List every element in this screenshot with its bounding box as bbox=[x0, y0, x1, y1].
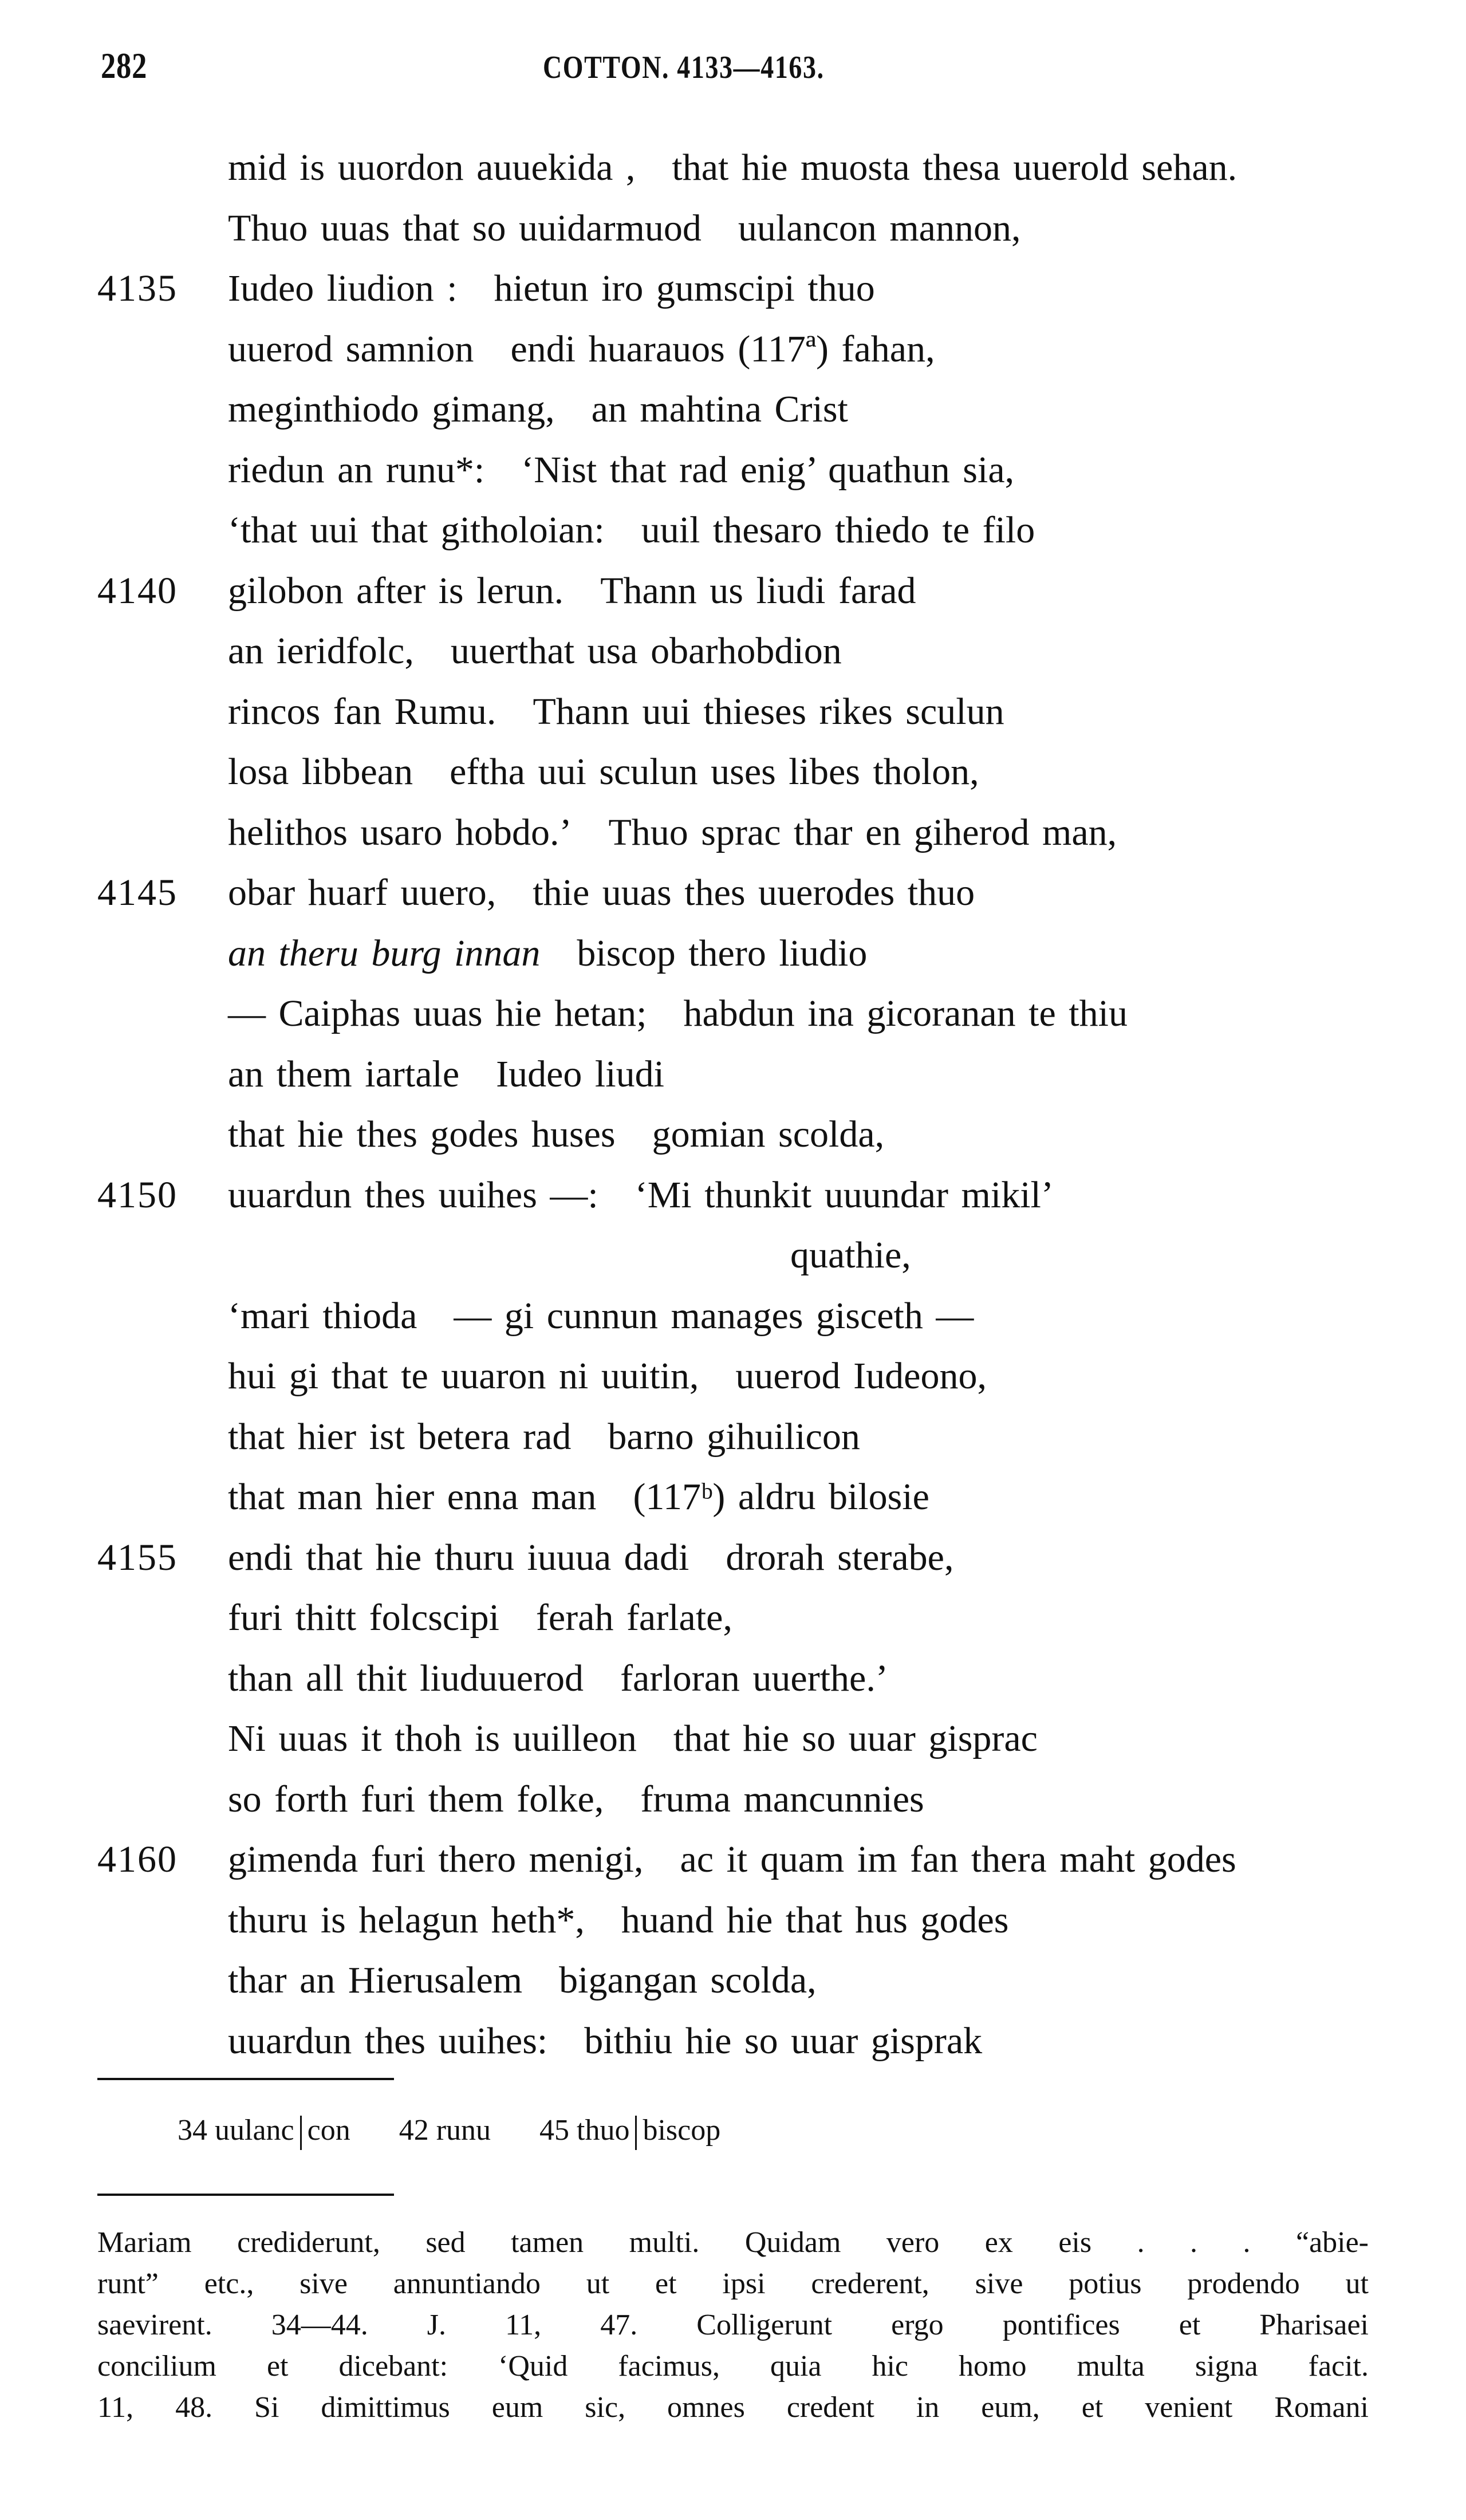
variant-reading: thuo bbox=[577, 2114, 630, 2147]
first-half-line: uuerod samnion bbox=[228, 328, 474, 370]
second-half-line: endi huarauos (117ª) fahan, bbox=[510, 328, 935, 370]
second-half-line: Thuo sprac thar en giherod man, bbox=[608, 811, 1117, 853]
verse-text bbox=[228, 1708, 1038, 1769]
second-half-line: ‘Mi thunkit uuundar mikil’ bbox=[635, 1174, 1054, 1216]
verse-text bbox=[228, 1346, 987, 1407]
variant-line-number: 34 bbox=[178, 2114, 207, 2147]
verse-text bbox=[228, 1950, 817, 2011]
variant-item bbox=[399, 2114, 498, 2147]
verse-line bbox=[0, 561, 1466, 621]
first-half-line: so forth furi them folke, bbox=[228, 1778, 604, 1820]
verse-text bbox=[228, 1890, 1008, 1951]
second-half-line: ‘Nist that rad enig’ quathun sia, bbox=[521, 448, 1015, 491]
verse-text bbox=[228, 1407, 860, 1467]
first-half-line: mid is uuordon auuekida , bbox=[228, 147, 636, 188]
verse-line bbox=[0, 500, 1466, 561]
first-half-line: that hier ist betera rad bbox=[228, 1415, 572, 1458]
commentary-line: concilium et dicebant: ‘Quid facimus, quia hic homo multa signa facit. bbox=[97, 2350, 1369, 2383]
verse-text bbox=[228, 1104, 884, 1165]
footnote-rule-top bbox=[97, 2078, 394, 2080]
first-half-line: Iudeo liudion : bbox=[228, 267, 458, 309]
second-half-line: bithiu hie so uuar gisprak bbox=[584, 2019, 983, 2062]
verse-text bbox=[228, 682, 1004, 742]
verse-line bbox=[0, 1527, 1466, 1588]
verse-line bbox=[0, 863, 1466, 923]
variant-reading: biscop bbox=[643, 2114, 721, 2147]
verse-line bbox=[0, 440, 1466, 501]
second-half-line: that hie muosta thesa uuerold sehan. bbox=[672, 147, 1238, 188]
verse-line bbox=[0, 802, 1466, 863]
verse-text bbox=[228, 379, 848, 440]
verse-line bbox=[0, 923, 1466, 984]
variant-item bbox=[178, 2114, 358, 2147]
second-half-line: biscop thero liudio bbox=[577, 932, 868, 974]
verse-text bbox=[228, 440, 1014, 501]
second-half-line: uulancon mannon, bbox=[738, 207, 1021, 249]
verse-line bbox=[0, 1286, 1466, 1346]
verse-line bbox=[0, 1346, 1466, 1407]
line-number: 4135 bbox=[97, 267, 178, 309]
verse-line bbox=[0, 621, 1466, 682]
line-number: 4145 bbox=[97, 872, 178, 914]
variant-reading: runu bbox=[436, 2114, 491, 2147]
verse-line bbox=[0, 1708, 1466, 1769]
verse-line bbox=[0, 1165, 1466, 1226]
first-half-line: obar huarf uuero, bbox=[228, 872, 496, 914]
variant-line-number: 42 bbox=[399, 2114, 429, 2147]
textual-variants bbox=[178, 2108, 762, 2153]
verse-text bbox=[228, 1527, 953, 1588]
first-half-line: than all thit liuduuerod bbox=[228, 1657, 584, 1699]
commentary-line: saevirent. 34—44. J. 11, 47. Colligerunt ergo pontifices et Pharisaei bbox=[97, 2309, 1369, 2341]
verse-line bbox=[0, 742, 1466, 802]
second-half-line: gomian scolda, bbox=[652, 1113, 885, 1155]
first-half-line: riedun an runu*: bbox=[228, 448, 485, 491]
first-half-line: an ieridfolc, bbox=[228, 630, 414, 672]
verse-text bbox=[228, 137, 1237, 198]
running-title: COTTON. 4133—4163. bbox=[543, 50, 825, 85]
first-half-line: — Caiphas uuas hie hetan; bbox=[228, 993, 647, 1034]
first-half-line: meginthiodo gimang, bbox=[228, 388, 555, 430]
second-half-line: ferah farlate, bbox=[535, 1597, 732, 1639]
page-number: 282 bbox=[101, 45, 148, 86]
verse-text bbox=[228, 561, 916, 621]
commentary-line: 11, 48. Si dimittimus eum sic, omnes credent in eum, et venient Romani bbox=[97, 2391, 1369, 2424]
verse-text bbox=[228, 1648, 888, 1709]
verse-text bbox=[228, 1829, 1236, 1890]
second-half-line: Iudeo liudi bbox=[496, 1053, 664, 1095]
second-half-line: habdun ina gicoranan te thiu bbox=[683, 993, 1128, 1034]
second-half-line: eftha uui sculun uses libes tholon, bbox=[450, 751, 979, 793]
first-half-line: rincos fan Rumu. bbox=[228, 690, 496, 733]
variant-reading: con bbox=[307, 2114, 350, 2147]
verse-line bbox=[0, 1467, 1466, 1527]
first-half-line: that man hier enna man bbox=[228, 1476, 597, 1518]
verse-text bbox=[228, 258, 875, 319]
page-header bbox=[0, 45, 1466, 85]
verse-line bbox=[0, 1829, 1466, 1890]
second-half-line: thie uuas thes uuerodes thuo bbox=[533, 872, 975, 914]
verse-line bbox=[0, 1588, 1466, 1648]
second-half-line: huand hie that hus godes bbox=[621, 1899, 1009, 1941]
line-number: 4160 bbox=[97, 1838, 178, 1880]
second-half-line: uuil thesaro thiedo te filo bbox=[641, 509, 1035, 551]
verse-line bbox=[0, 258, 1466, 319]
first-half-line: losa libbean bbox=[228, 751, 413, 793]
first-half-line: that hie thes godes huses bbox=[228, 1113, 616, 1155]
verse-text bbox=[228, 1467, 929, 1527]
first-half-line: thuru is helagun heth*, bbox=[228, 1899, 585, 1941]
first-half-line: furi thitt folcscipi bbox=[228, 1597, 499, 1639]
second-half-line: uuerthat usa obarhobdion bbox=[450, 630, 842, 672]
first-half-line: an them iartale bbox=[228, 1053, 460, 1095]
second-half-line: bigangan scolda, bbox=[559, 1959, 817, 2001]
line-break-mark bbox=[300, 2116, 302, 2150]
verse-text bbox=[228, 621, 842, 682]
verse-line bbox=[0, 1769, 1466, 1830]
verse-text bbox=[228, 923, 867, 984]
first-half-line: uuardun thes uuihes: bbox=[228, 2019, 548, 2062]
second-half-line: hietun iro gumscipi thuo bbox=[494, 267, 875, 309]
verse-text bbox=[228, 802, 1117, 863]
verse-text bbox=[228, 2011, 982, 2072]
first-half-line: endi that hie thuru iuuua dadi bbox=[228, 1536, 689, 1578]
footnote-rule-bottom bbox=[97, 2194, 394, 2196]
second-half-line: quathie, bbox=[790, 1234, 911, 1276]
latin-commentary bbox=[97, 2222, 1369, 2428]
second-half-line: fruma mancunnies bbox=[640, 1778, 924, 1820]
first-half-line: Thuo uuas that so uuidarmuod bbox=[228, 207, 702, 249]
verse-line bbox=[0, 198, 1466, 259]
first-half-line: gimenda furi thero menigi, bbox=[228, 1838, 644, 1880]
second-half-line: (117ᵇ) aldru bilosie bbox=[633, 1476, 929, 1518]
variant-reading: uulanc bbox=[215, 2114, 294, 2147]
verse-line bbox=[0, 1104, 1466, 1165]
verse-text bbox=[228, 1588, 732, 1648]
verse-text bbox=[228, 983, 1128, 1044]
verse-line bbox=[0, 1890, 1466, 1951]
verse-line bbox=[0, 1225, 1466, 1286]
second-half-line: drorah sterabe, bbox=[726, 1536, 954, 1578]
variant-line-number: 45 bbox=[539, 2114, 570, 2147]
second-half-line: — gi cunnun manages gisceth — bbox=[454, 1294, 974, 1337]
second-half-line: an mahtina Crist bbox=[591, 388, 848, 430]
verse-line bbox=[0, 1044, 1466, 1105]
second-half-line: barno gihuilicon bbox=[608, 1415, 860, 1458]
verse-line bbox=[0, 2011, 1466, 2072]
line-number: 4140 bbox=[97, 569, 178, 612]
first-half-line: ‘that uui that githoloian: bbox=[228, 509, 605, 551]
first-half-line: hui gi that te uuaron ni uuitin, bbox=[228, 1355, 699, 1397]
verse-text bbox=[228, 319, 935, 380]
verse-text bbox=[790, 1225, 911, 1286]
first-half-line: thar an Hierusalem bbox=[228, 1959, 523, 2001]
variant-item bbox=[539, 2114, 720, 2147]
verse-line bbox=[0, 379, 1466, 440]
verse-line bbox=[0, 1407, 1466, 1467]
second-half-line: Thann uui thieses rikes sculun bbox=[533, 690, 1004, 733]
second-half-line: ac it quam im fan thera maht godes bbox=[680, 1838, 1236, 1880]
verse-line bbox=[0, 1950, 1466, 2011]
second-half-line: Thann us liudi farad bbox=[600, 569, 916, 612]
second-half-line: farloran uuerthe.’ bbox=[620, 1657, 888, 1699]
verse-text bbox=[228, 500, 1035, 561]
verse-text bbox=[228, 1044, 664, 1105]
line-number: 4150 bbox=[97, 1174, 178, 1216]
verse-text bbox=[228, 742, 979, 802]
first-half-line: Ni uuas it thoh is uuilleon bbox=[228, 1718, 637, 1759]
verse-text bbox=[228, 863, 975, 923]
second-half-line: uuerod Iudeono, bbox=[735, 1355, 987, 1397]
verse-text bbox=[228, 1286, 974, 1346]
first-half-line: helithos usaro hobdo.’ bbox=[228, 811, 572, 853]
verse-line bbox=[0, 1648, 1466, 1709]
verse-line bbox=[0, 983, 1466, 1044]
verse-line bbox=[0, 319, 1466, 380]
line-break-mark bbox=[635, 2116, 637, 2150]
first-half-line: uuardun thes uuihes —: bbox=[228, 1174, 598, 1216]
commentary-line: runt” etc., sive annuntiando ut et ipsi crederent, sive potius prodendo ut bbox=[97, 2267, 1369, 2300]
first-half-line: an theru burg innan bbox=[228, 932, 541, 974]
verse-text bbox=[228, 1769, 924, 1830]
first-half-line: ‘mari thioda bbox=[228, 1294, 417, 1337]
verse-line bbox=[0, 682, 1466, 742]
second-half-line: that hie so uuar gisprac bbox=[673, 1718, 1038, 1759]
verse-line bbox=[0, 137, 1466, 198]
line-number: 4155 bbox=[97, 1536, 178, 1578]
verse-text bbox=[228, 198, 1020, 259]
first-half-line: gilobon after is lerun. bbox=[228, 569, 564, 612]
commentary-line: Mariam crediderunt, sed tamen multi. Quidam vero ex eis . . . “abie- bbox=[97, 2226, 1369, 2259]
verse-text bbox=[228, 1165, 1054, 1226]
